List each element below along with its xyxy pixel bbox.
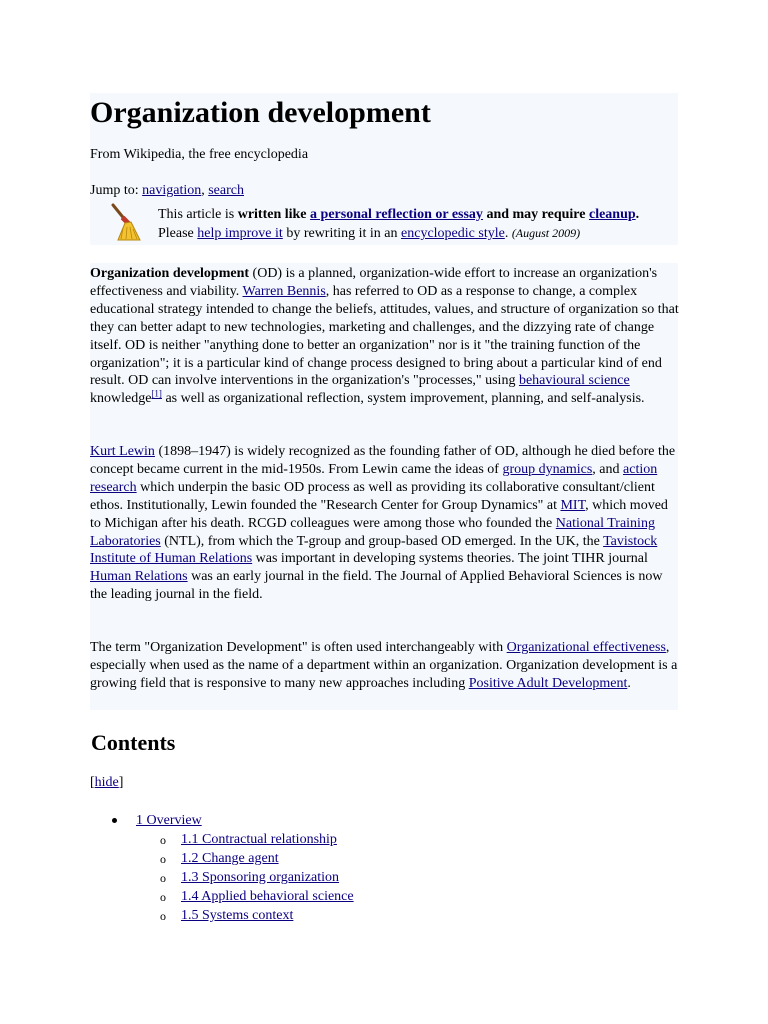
paragraph-text: , which moved to Michigan after his death. RCGD colleagues were among those who founded the (90, 497, 668, 531)
notice-line-2 (158, 224, 688, 243)
jump-prefix: Jump to: (90, 183, 143, 198)
toc-link[interactable]: 1.1 Contractual relationship (181, 832, 337, 847)
terminology-paragraph (90, 639, 680, 693)
help-improve-link[interactable]: help improve it (197, 226, 283, 241)
toc-link[interactable]: 1.2 Change agent (181, 851, 279, 866)
bracket-open: [ (90, 775, 95, 790)
notice-text: by rewriting it in an (282, 226, 402, 241)
paragraph-text: (OD) is a planned, organization-wide effort to increase an organization's effectiveness and viability. (90, 266, 658, 299)
bold-term: Organization development (90, 266, 250, 281)
circle-bullet-icon: o (160, 890, 166, 904)
encyclopedic-style-link[interactable]: encyclopedic style (401, 226, 505, 241)
cleanup-notice (158, 205, 688, 243)
page-title: Organization development (90, 96, 431, 129)
notice-text: This article is (158, 207, 238, 222)
reference-link[interactable]: [1] (151, 388, 162, 399)
notice-bold-text: and may require (482, 207, 589, 222)
personal-reflection-link[interactable]: a personal reflection or essay (310, 207, 483, 222)
paragraph-text: knowledge (90, 391, 152, 407)
paragraph-text: as well as organizational reflection, system improvement, planning, and self-analysis. (161, 391, 645, 407)
organizational-effectiveness-link[interactable]: Organizational effectiveness (506, 640, 666, 655)
national-training-laboratories-link[interactable]: National Training Laboratories (90, 515, 655, 549)
notice-text: . (504, 226, 512, 241)
toc-link[interactable]: 1.3 Sponsoring organization (181, 870, 340, 885)
mit-link[interactable]: MIT (560, 497, 586, 513)
paragraph-text: , has referred to OD as a response to change, a complex educational strategy intended to change the beliefs, attitudes, values, and structure of organization so that they can better adapt to new technologies, marketing and challenges, and the dizzying rate of change itself. OD is neither "anything done to better an organization" nor is it "the training function of the organization"; it is a particular kind of change process designed to bring about a particular kind of end result. OD can involve interventions in the organization's "processes," using (90, 283, 679, 389)
toc-item-change-agent (90, 849, 354, 868)
broom-icon (104, 200, 148, 244)
tavistock-institute-link[interactable]: Tavistock Institute of Human Relations (90, 533, 658, 567)
toc-item-sponsoring-organization (90, 868, 354, 887)
jump-navigation-link[interactable]: navigation (142, 183, 202, 198)
hide-toc-link[interactable]: hide (94, 775, 119, 790)
toc-item-systems-context (90, 906, 354, 925)
contents-heading: Contents (91, 730, 176, 755)
behavioural-science-link[interactable]: behavioural science (518, 373, 630, 389)
notice-line-1 (158, 205, 688, 224)
warren-bennis-link[interactable]: Warren Bennis (242, 283, 326, 299)
action-research-link[interactable]: action research (90, 461, 658, 495)
notice-date: (August 2009) (511, 226, 581, 240)
bullet-icon (112, 818, 117, 823)
bracket-close: ] (118, 775, 124, 790)
toc-link[interactable]: 1.4 Applied behavioral science (181, 889, 354, 904)
paragraph-text: was an early journal in the field. The Journal of Applied Behavioral Sciences is now the leading journal in the field. (90, 569, 663, 603)
group-dynamics-link[interactable]: group dynamics (502, 461, 593, 477)
toc-item-applied-behavioral-science (90, 887, 354, 906)
circle-bullet-icon: o (160, 852, 166, 866)
toc-toggle (90, 774, 123, 792)
jump-separator: , (201, 183, 209, 198)
paragraph-text: (1898–1947) is widely recognized as the founding father of OD, although he died before the concept became current in the mid-1950s. From Lewin came the ideas of (90, 444, 676, 477)
notice-bold-text: written like (237, 207, 311, 222)
circle-bullet-icon: o (160, 833, 166, 847)
jump-search-link[interactable]: search (208, 183, 244, 198)
paragraph-text: . (627, 675, 631, 691)
human-relations-link[interactable]: Human Relations (90, 569, 188, 585)
toc-link[interactable]: 1.5 Systems context (181, 908, 294, 923)
notice-text: Please (158, 226, 198, 241)
notice-period: . (635, 207, 640, 222)
toc-link[interactable]: 1 Overview (136, 813, 202, 828)
kurt-lewin-link[interactable]: Kurt Lewin (90, 444, 155, 459)
circle-bullet-icon: o (160, 909, 166, 923)
table-of-contents (90, 811, 354, 925)
circle-bullet-icon: o (160, 871, 166, 885)
cleanup-link[interactable]: cleanup (588, 207, 636, 222)
positive-adult-development-link[interactable]: Positive Adult Development (468, 675, 628, 691)
history-paragraph (90, 443, 680, 604)
paragraph-text: The term "Organization Development" is often used interchangeably with (90, 640, 507, 655)
paragraph-text: was important in developing systems theories. The joint TIHR journal (252, 551, 648, 567)
toc-item-contractual-relationship (90, 830, 354, 849)
paragraph-text: , especially when used as the name of a department within an organization. Organization development is a growing field that is responsive to many new approaches including (90, 640, 678, 691)
paragraph-text: , and (592, 461, 624, 477)
site-tagline: From Wikipedia, the free encyclopedia (90, 147, 309, 162)
paragraph-text: (NTL), from which the T-group and group-based OD emerged. In the UK, the (160, 533, 604, 549)
toc-item-overview (90, 811, 354, 830)
paragraph-text: which underpin the basic OD process as well as providing its collaborative consultant/client ethos. Institutionally, Lewin founded the "Research Center for Group Dynamics" at (90, 479, 655, 513)
intro-paragraph (90, 265, 680, 408)
jump-to-links (90, 182, 244, 200)
